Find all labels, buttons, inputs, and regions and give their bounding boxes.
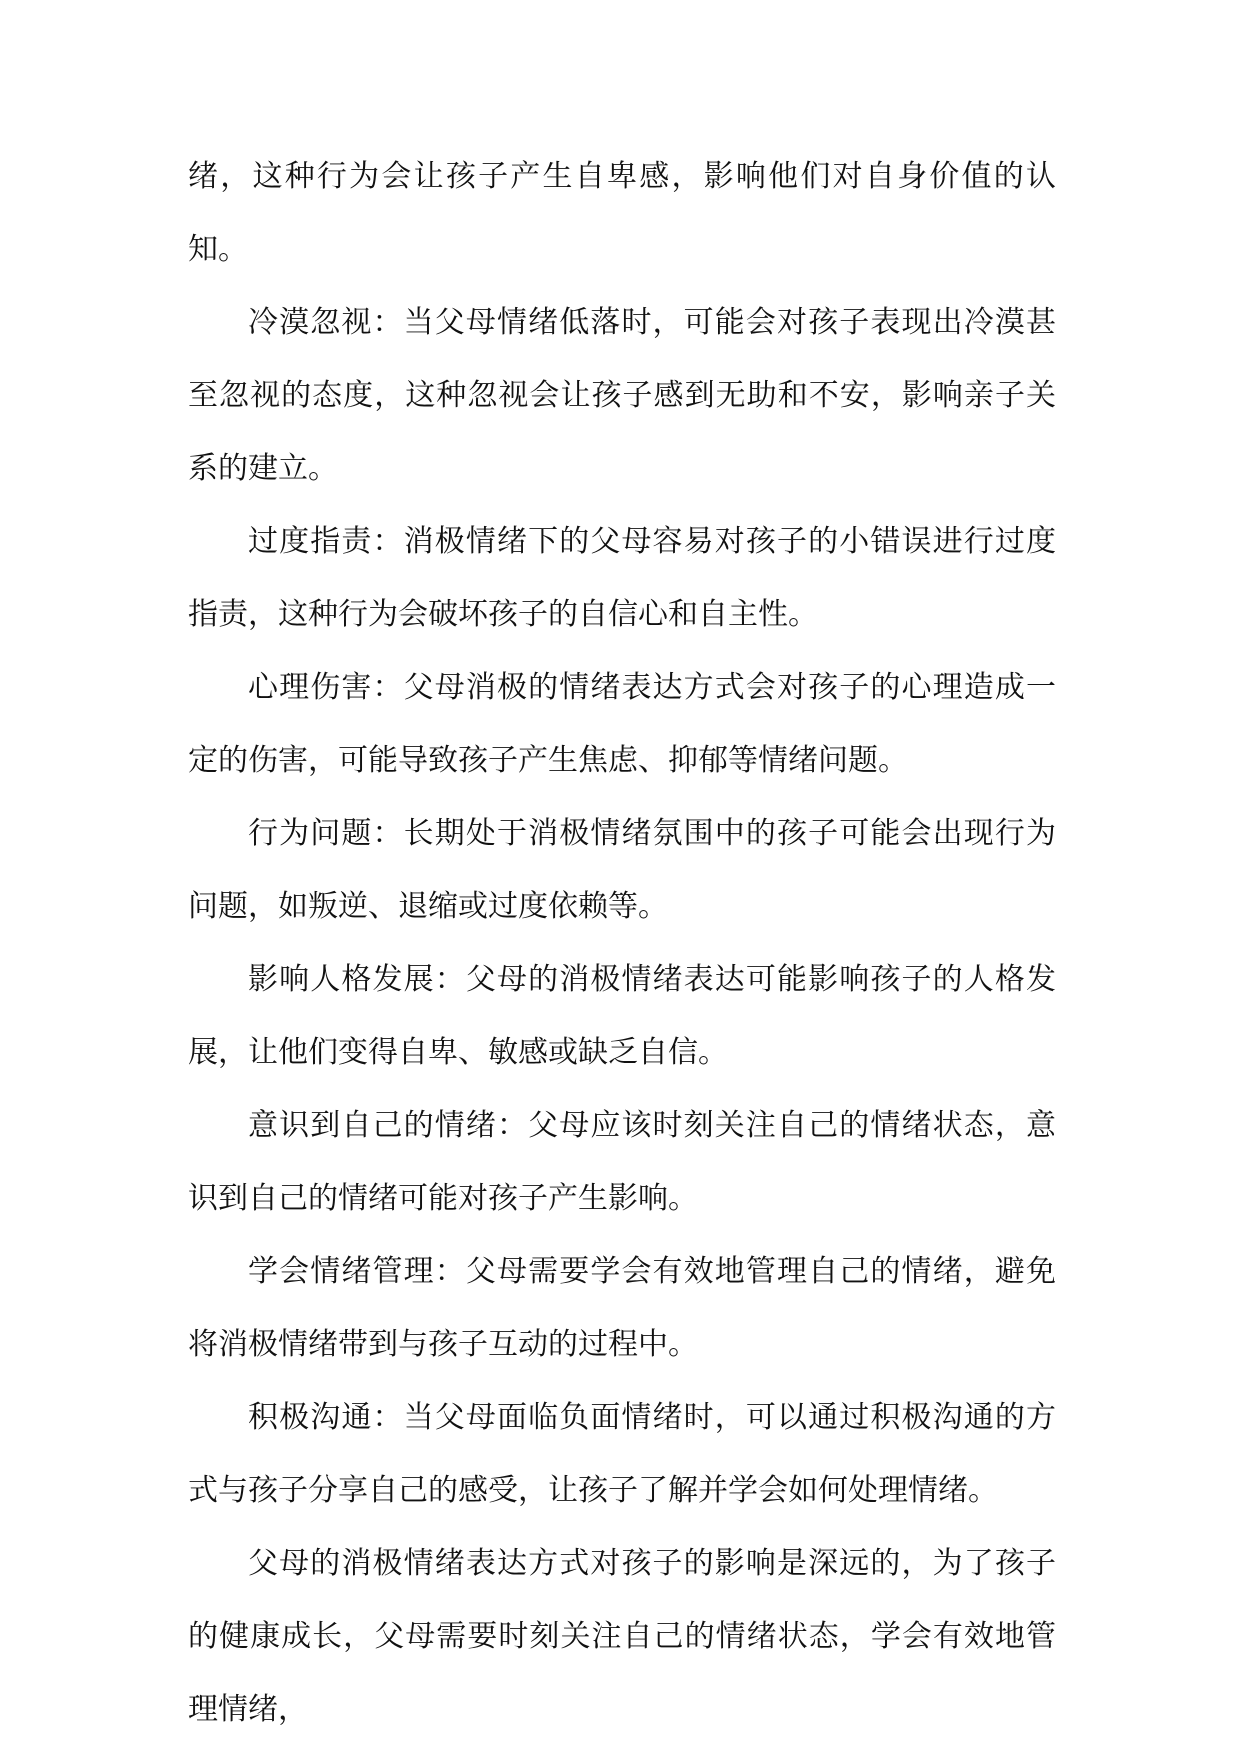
paragraph-awareness: 意识到自己的情绪：父母应该时刻关注自己的情绪状态，意识到自己的情绪可能对孩子产生影响。 bbox=[188, 1108, 1056, 1216]
paragraph-emotion-management: 学会情绪管理：父母需要学会有效地管理自己的情绪，避免将消极情绪带到与孩子互动的过程中。 bbox=[188, 1254, 1056, 1362]
paragraph-cold-neglect: 冷漠忽视：当父母情绪低落时，可能会对孩子表现出冷漠甚至忽视的态度，这种忽视会让孩子感到无助和不安，影响亲子关系的建立。 bbox=[188, 305, 1056, 486]
paragraph-positive-communication: 积极沟通：当父母面临负面情绪时，可以通过积极沟通的方式与孩子分享自己的感受，让孩子了解并学会如何处理情绪。 bbox=[188, 1400, 1056, 1508]
paragraph-personality: 影响人格发展：父母的消极情绪表达可能影响孩子的人格发展，让他们变得自卑、敏感或缺乏自信。 bbox=[188, 962, 1056, 1070]
paragraph-psych-harm: 心理伤害：父母消极的情绪表达方式会对孩子的心理造成一定的伤害，可能导致孩子产生焦虑、抑郁等情绪问题。 bbox=[188, 670, 1056, 778]
document-body bbox=[188, 140, 1056, 1746]
paragraph-continued: 绪，这种行为会让孩子产生自卑感，影响他们对自身价值的认知。 bbox=[188, 159, 1056, 267]
paragraph-conclusion: 父母的消极情绪表达方式对孩子的影响是深远的，为了孩子的健康成长，父母需要时刻关注自己的情绪状态，学会有效地管理情绪， bbox=[188, 1546, 1056, 1727]
paragraph-over-blame: 过度指责：消极情绪下的父母容易对孩子的小错误进行过度指责，这种行为会破坏孩子的自信心和自主性。 bbox=[188, 524, 1056, 632]
paragraph-behavior-issues: 行为问题：长期处于消极情绪氛围中的孩子可能会出现行为问题，如叛逆、退缩或过度依赖等。 bbox=[188, 816, 1056, 924]
